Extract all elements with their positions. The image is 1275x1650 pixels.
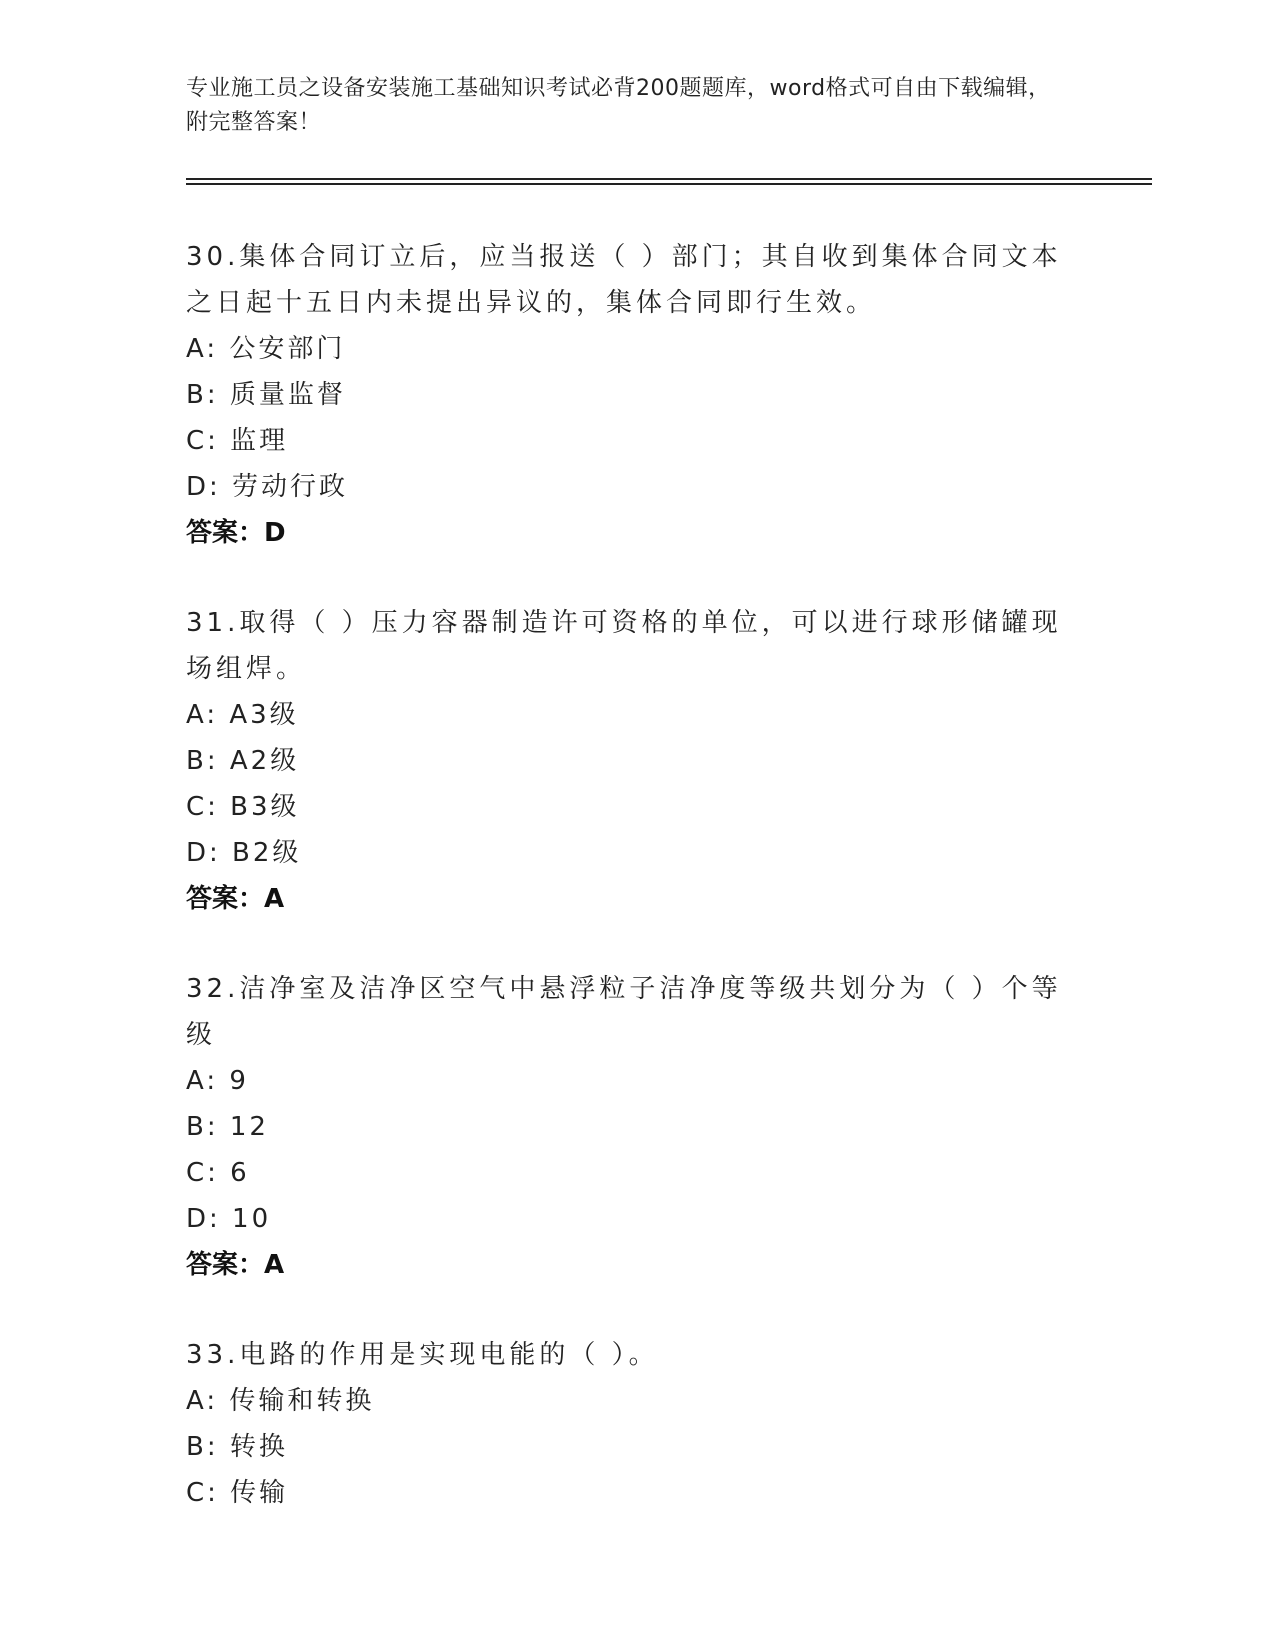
option-a: A: 公安部门 — [186, 334, 346, 364]
option-a: A: 9 — [186, 1066, 249, 1096]
question-text: 30.集体合同订立后，应当报送（ ）部门；其自收到集体合同文本之日起十五日内未提出异议的，集体合同即行生效。 — [186, 242, 1062, 318]
option-d: D: 10 — [186, 1204, 272, 1234]
answer: 答案：D — [186, 518, 286, 548]
question-text: 33.电路的作用是实现电能的（ ）。 — [186, 1340, 659, 1370]
option-b: B: 12 — [186, 1112, 269, 1142]
option-a: A: A3级 — [186, 700, 299, 730]
question-32 — [186, 966, 1066, 1288]
answer: 答案：A — [186, 1250, 285, 1280]
header-rule-top — [186, 178, 1152, 180]
document-header: 专业施工员之设备安装施工基础知识考试必背200题题库，word格式可自由下载编辑，附完整答案！ — [186, 76, 1051, 135]
answer: 答案：A — [186, 884, 285, 914]
question-text: 31.取得（ ）压力容器制造许可资格的单位，可以进行球形储罐现场组焊。 — [186, 608, 1062, 684]
option-a: A: 传输和转换 — [186, 1386, 375, 1416]
question-text: 32.洁净室及洁净区空气中悬浮粒子洁净度等级共划分为（ ）个等级 — [186, 974, 1062, 1050]
option-c: C: 6 — [186, 1158, 250, 1188]
option-b: B: A2级 — [186, 746, 300, 776]
option-c: C: 传输 — [186, 1478, 289, 1508]
option-d: D: B2级 — [186, 838, 302, 868]
header-rule-bottom — [186, 183, 1152, 185]
question-33 — [186, 1332, 1066, 1516]
option-d: D: 劳动行政 — [186, 472, 349, 502]
option-c: C: B3级 — [186, 792, 300, 822]
option-b: B: 转换 — [186, 1432, 288, 1462]
question-30 — [186, 234, 1066, 556]
question-31 — [186, 600, 1066, 922]
option-c: C: 监理 — [186, 426, 289, 456]
question-list — [186, 234, 1066, 1560]
option-b: B: 质量监督 — [186, 380, 346, 410]
